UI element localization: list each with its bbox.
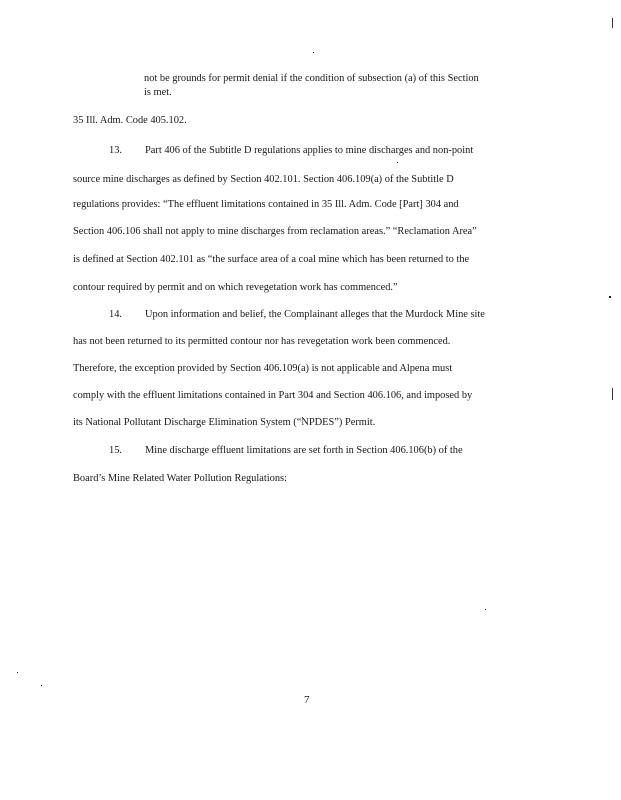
para15-line: Mine discharge effluent limitations are set forth in Section 406.106(b) of the [145,445,463,456]
para14-line: has not been returned to its permitted contour nor has revegetation work been commenced. [73,336,451,347]
para14-line: Upon information and belief, the Complainant alleges that the Murdock Mine site [145,309,485,320]
paragraph-number: 14. [109,309,122,320]
quote-line: is met. [144,87,172,98]
para13-line: source mine discharges as defined by Section 402.101. Section 406.109(a) of the Subtitle D [73,174,454,185]
scan-speck [397,162,398,163]
para14-line: its National Pollutant Discharge Elimination System (“NPDES”) Permit. [73,417,376,428]
quote-line: not be grounds for permit denial if the condition of subsection (a) of this Section [144,73,479,84]
citation: 35 Ill. Adm. Code 405.102. [73,115,187,126]
para13-line: contour required by permit and on which revegetation work has commenced.” [73,282,398,293]
para13-line: Part 406 of the Subtitle D regulations applies to mine discharges and non-point [145,145,474,156]
scan-speck [609,296,611,298]
page-number: 7 [304,694,310,706]
scan-edge-mark [612,388,613,400]
para13-line: Section 406.106 shall not apply to mine discharges from reclamation areas.” “Reclamation Area” [73,226,477,237]
scan-speck [485,609,486,610]
para15-line: Board’s Mine Related Water Pollution Regulations: [73,473,287,484]
para13-line: is defined at Section 402.101 as “the surface area of a coal mine which has been returned to the [73,254,470,265]
paragraph-number: 15. [109,445,122,456]
para14-line: Therefore, the exception provided by Section 406.109(a) is not applicable and Alpena must [73,363,453,374]
para13-line: regulations provides: “The effluent limitations contained in 35 Ill. Adm. Code [Part] 304 and [73,199,459,210]
scan-speck [41,685,42,686]
paragraph-number: 13. [109,145,122,156]
para14-line: comply with the effluent limitations contained in Part 304 and Section 406.106, and imposed by [73,390,473,401]
scan-speck [17,672,18,673]
scan-edge-mark [612,18,613,28]
scan-speck [313,52,314,53]
